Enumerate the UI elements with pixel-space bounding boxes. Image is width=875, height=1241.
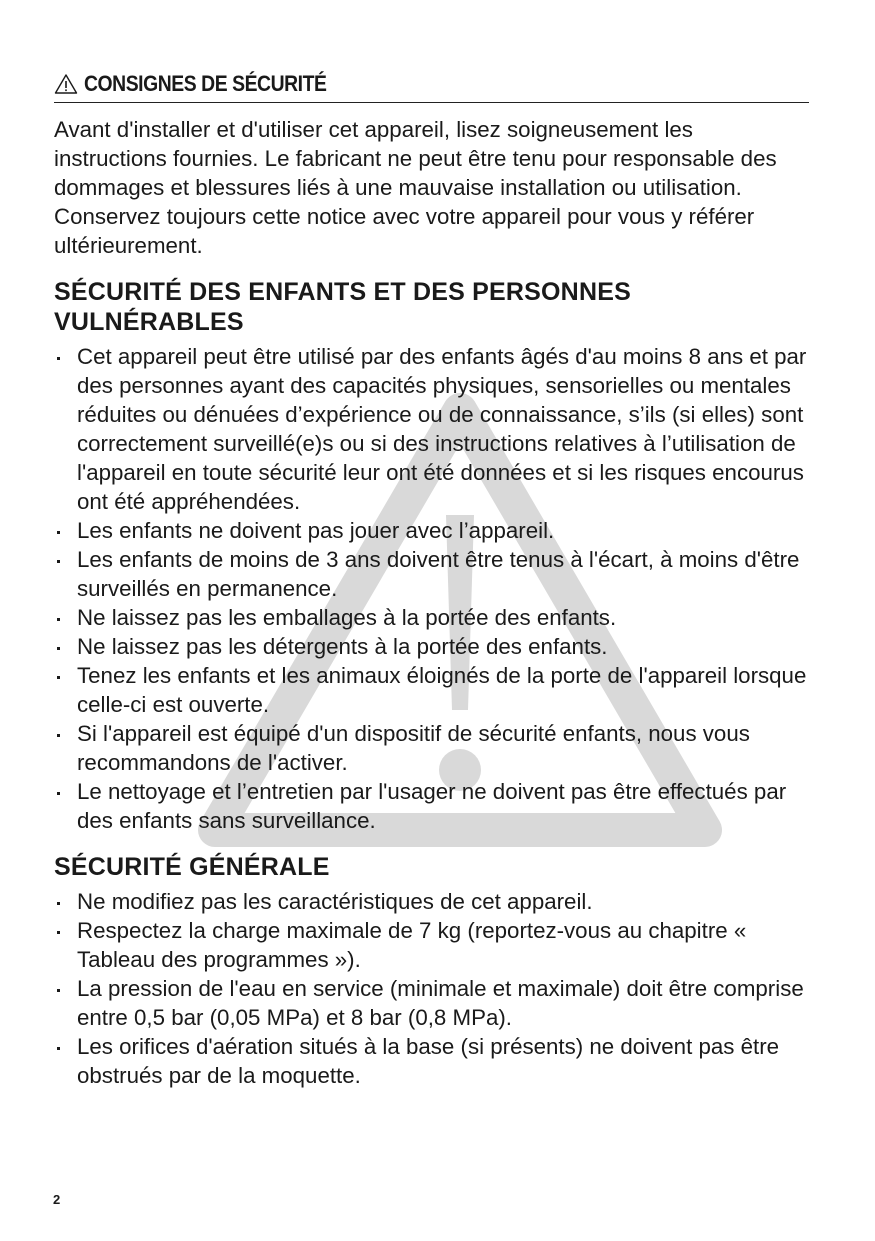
page-number: 2 — [53, 1192, 61, 1207]
children-safety-list — [54, 342, 809, 835]
list-item: Ne laissez pas les détergents à la portée des enfants. — [54, 632, 809, 661]
list-item: Ne modifiez pas les caractéristiques de cet appareil. — [54, 887, 809, 916]
children-safety-heading: SÉCURITÉ DES ENFANTS ET DES PERSONNES VULNÉRABLES — [54, 278, 631, 336]
list-item: La pression de l'eau en service (minimale et maximale) doit être comprise entre 0,5 bar (0,05 MPa) et 8 bar (0,8 MPa). — [54, 974, 809, 1032]
section-header — [54, 66, 809, 103]
list-item: Les enfants ne doivent pas jouer avec l’appareil. — [54, 516, 809, 545]
warning-icon — [54, 73, 78, 95]
intro-paragraph: Avant d'installer et d'utiliser cet appareil, lisez soigneusement les instructions fournies. Le fabricant ne peut être tenu pour responsable des dommages et blessures liés à une mauvaise installation ou utilisation. Conservez toujours cette notice avec votre appareil pour vous y référer ultérieurement. — [54, 117, 777, 258]
list-item: Si l'appareil est équipé d'un dispositif de sécurité enfants, nous vous recommandons de l'activer. — [54, 719, 809, 777]
list-item: Cet appareil peut être utilisé par des enfants âgés d'au moins 8 ans et par des personnes ayant des capacités physiques, sensorielles ou mentales réduites ou dénuées d’expérience ou de connaissance, s’ils (si elles) sont correctement surveillé(e)s ou si des instructions relatives à l’utilisation de l'appareil en toute sécurité leur ont été données et si les risques encourus ont été appréhendées. — [54, 342, 809, 516]
page-title: CONSIGNES DE SÉCURITÉ — [84, 71, 327, 96]
general-safety-heading: SÉCURITÉ GÉNÉRALE — [54, 853, 330, 881]
safety-instructions — [54, 66, 809, 1090]
general-safety-list — [54, 887, 809, 1090]
list-item: Les enfants de moins de 3 ans doivent être tenus à l'écart, à moins d'être surveillés en permanence. — [54, 545, 809, 603]
list-item: Les orifices d'aération situés à la base (si présents) ne doivent pas être obstrués par de la moquette. — [54, 1032, 809, 1090]
list-item: Le nettoyage et l’entretien par l'usager ne doivent pas être effectués par des enfants sans surveillance. — [54, 777, 809, 835]
list-item: Tenez les enfants et les animaux éloignés de la porte de l'appareil lorsque celle-ci est ouverte. — [54, 661, 809, 719]
list-item: Respectez la charge maximale de 7 kg (reportez-vous au chapitre « Tableau des programmes »). — [54, 916, 809, 974]
list-item: Ne laissez pas les emballages à la portée des enfants. — [54, 603, 809, 632]
